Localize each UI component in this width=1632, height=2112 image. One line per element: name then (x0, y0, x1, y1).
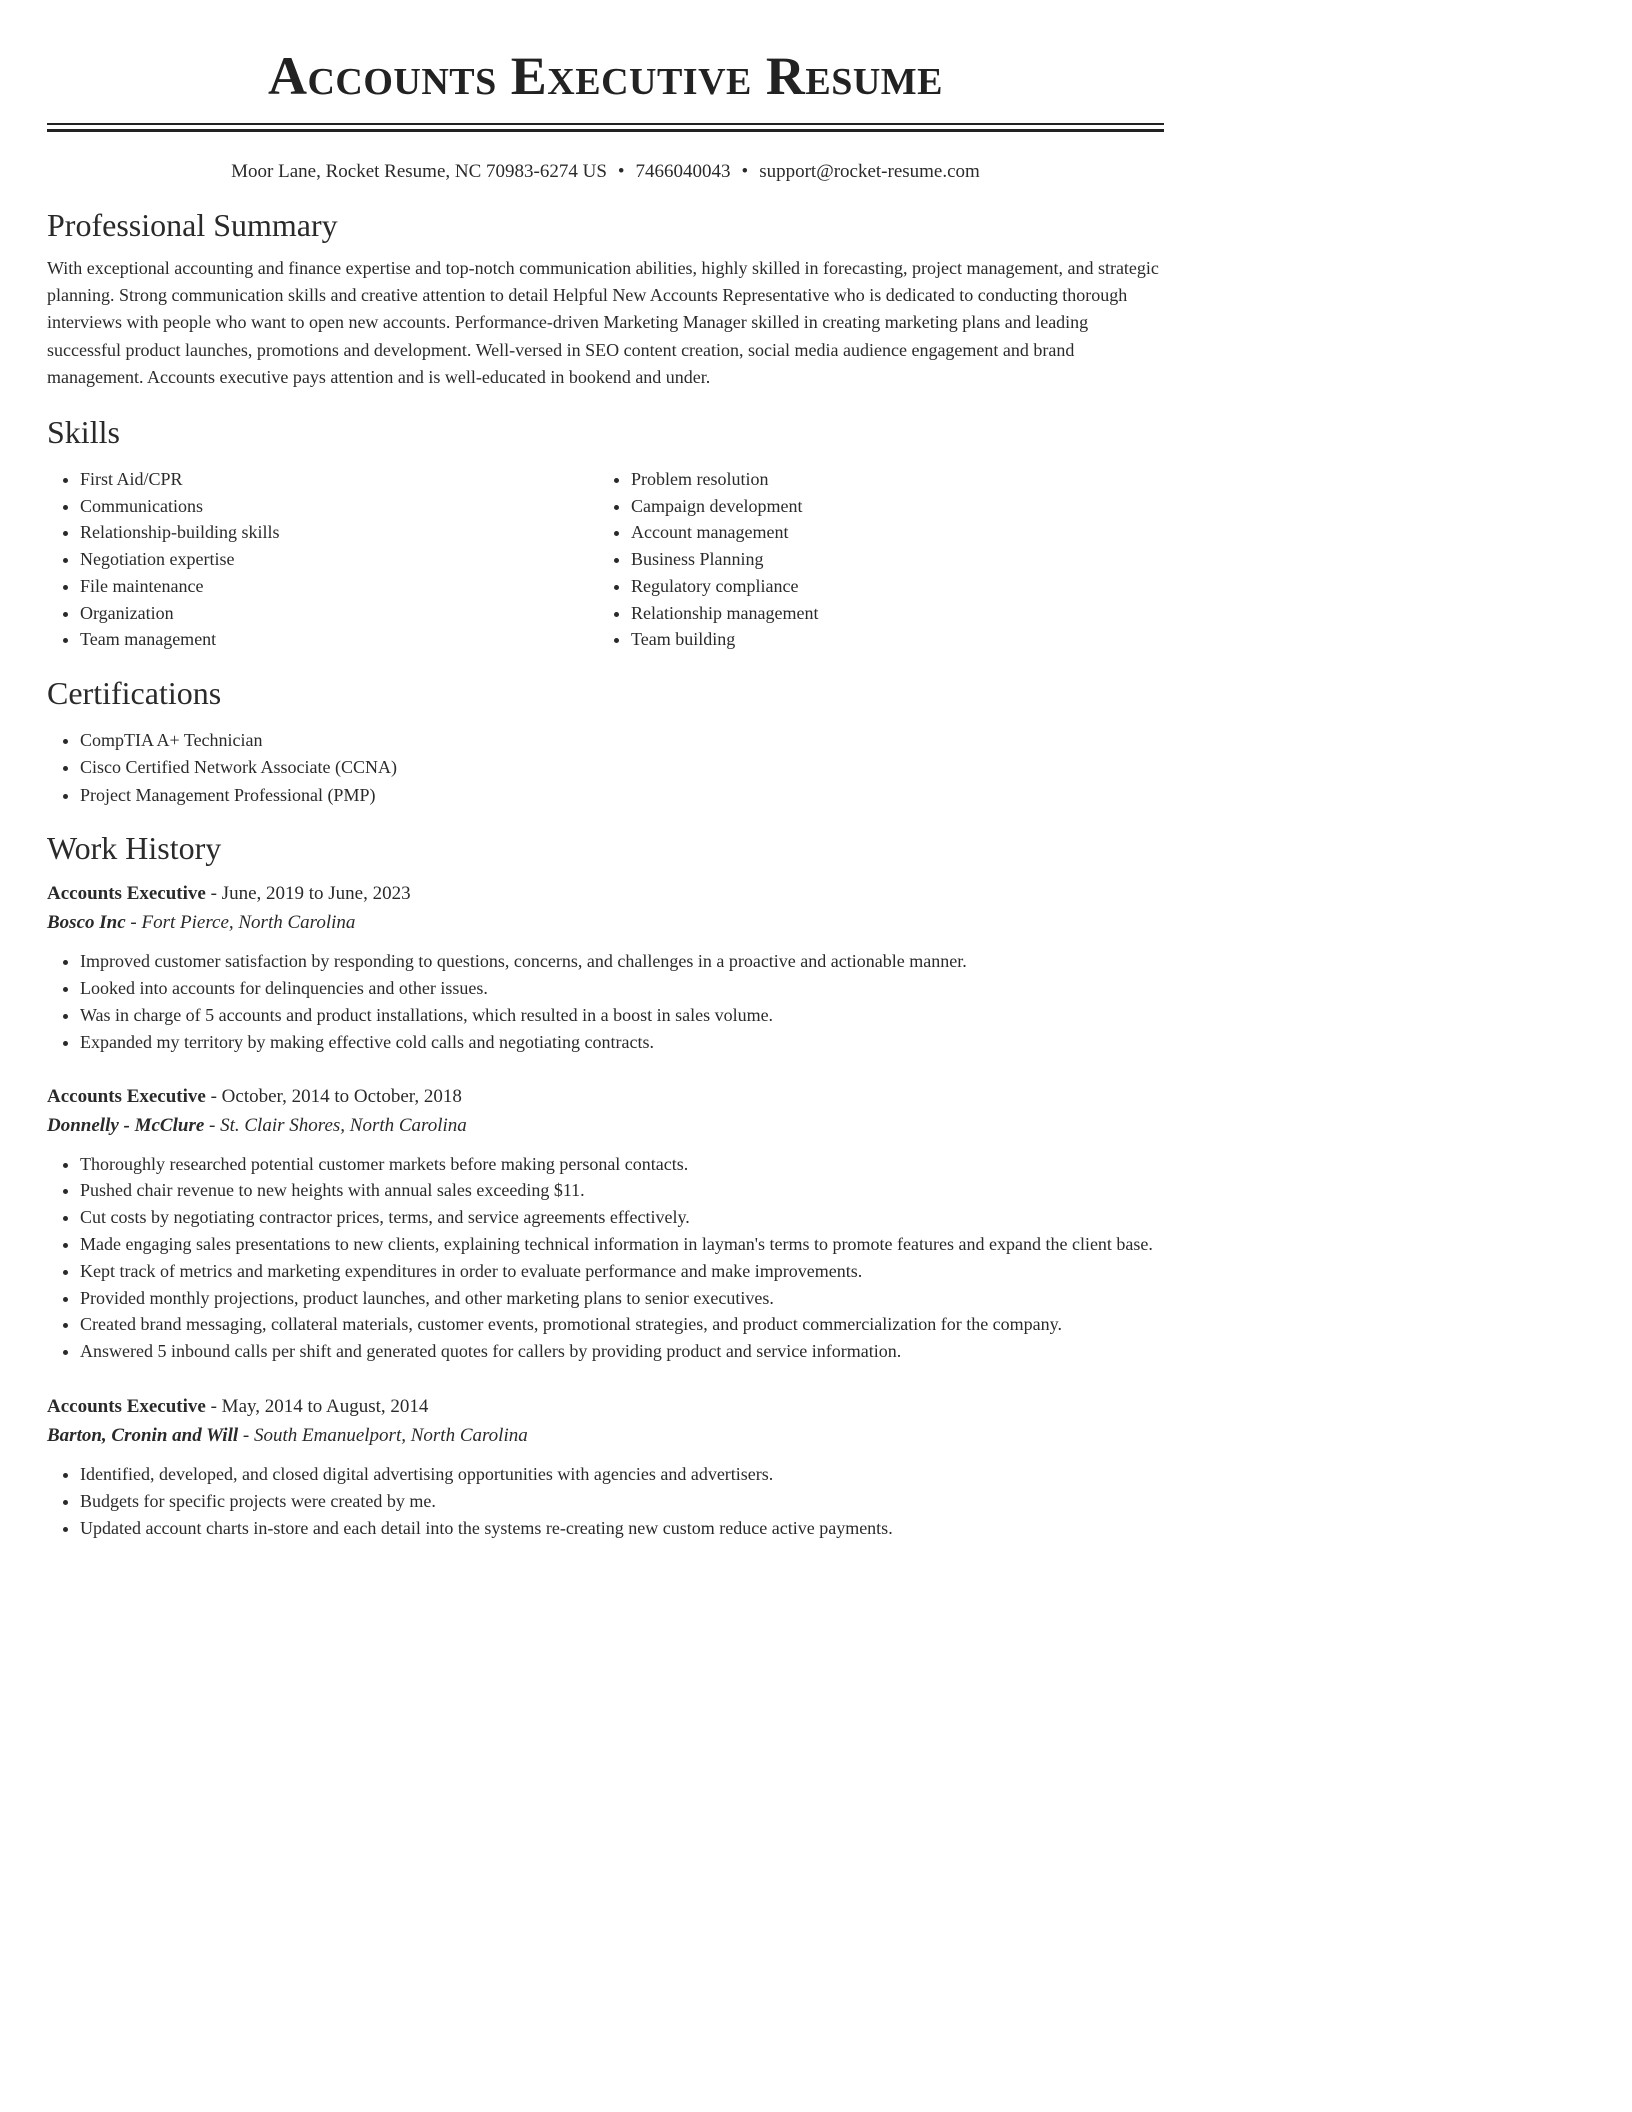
job-bullet-list (47, 1461, 1164, 1541)
skill-item: • Communications (80, 493, 598, 520)
job-bullet: • Identified, developed, and closed digital advertising opportunities with agencies and advertisers. (80, 1461, 1164, 1488)
skill-item: • First Aid/CPR (80, 466, 598, 493)
summary-text: With exceptional accounting and finance expertise and top-notch communication abilities, highly skilled in forecasting, project management, and strategic planning. Strong communication skills and creative attention to detail Helpful New Accounts Representative who is dedicated to conducting thorough interviews with people who want to open new accounts. Performance-driven Marketing Manager skilled in creating marketing plans and leading successful product launches, promotions and development. Well-versed in SEO content creation, social media audience engagement and brand management. Accounts executive pays attention and is well-educated in bookend and under. (47, 258, 1159, 387)
certification-item: • CompTIA A+ Technician (80, 727, 1164, 755)
skills-left-column (47, 466, 598, 653)
certifications-section (47, 673, 1164, 810)
job-bullet-list (47, 948, 1164, 1055)
job-bullet: • Looked into accounts for delinquencies and other issues. (80, 975, 1164, 1002)
job-bullet: • Pushed chair revenue to new heights with annual sales exceeding $11. (80, 1177, 1164, 1204)
job-role: Accounts Executive (47, 883, 206, 905)
skills-right-list (598, 466, 1149, 653)
job-bullet: • Provided monthly projections, product launches, and other marketing plans to senior executives. (80, 1285, 1164, 1312)
job-bullet: • Was in charge of 5 accounts and product installations, which resulted in a boost in sales volume. (80, 1002, 1164, 1029)
job-title-line (47, 879, 1164, 908)
job-company-line (47, 1421, 1164, 1450)
job-location: - South Emanuelport, North Carolina (238, 1425, 528, 1446)
summary-heading: Professional Summary (47, 207, 338, 243)
skill-item: • Problem resolution (631, 466, 1149, 493)
job-company-line (47, 908, 1164, 937)
skills-left-list (47, 466, 598, 653)
skills-heading: Skills (47, 414, 120, 451)
certifications-heading: Certifications (47, 674, 222, 711)
job-location: - St. Clair Shores, North Carolina (204, 1114, 467, 1136)
job-bullet: • Made engaging sales presentations to new clients, explaining technical information in layman's terms to promote features and expand the client base. (80, 1231, 1164, 1258)
resume-title: Accounts Executive Resume (267, 46, 944, 106)
job-bullet: • Created brand messaging, collateral materials, customer events, promotional strategies, and product commercialization for the company. (80, 1311, 1164, 1338)
job-bullet: • Answered 5 inbound calls per shift and generated quotes for callers by providing product and service information. (80, 1338, 1164, 1365)
job-role: Accounts Executive (47, 1396, 206, 1417)
job-company: Bosco Inc (47, 912, 126, 934)
job-company: Barton, Cronin and Will (47, 1425, 239, 1446)
contact-separator: • (741, 161, 749, 182)
skills-columns (47, 466, 1164, 653)
job-dates: - May, 2014 to August, 2014 (205, 1396, 429, 1417)
certification-item: • Project Management Professional (PMP) (80, 782, 1164, 810)
job-dates: - June, 2019 to June, 2023 (205, 883, 411, 905)
skill-item: • Team building (631, 626, 1149, 653)
contact-phone: 7466040043 (635, 161, 731, 182)
skill-item: • Negotiation expertise (80, 546, 598, 573)
skills-right-column (598, 466, 1149, 653)
job-entry (47, 1392, 1164, 1541)
resume-page (47, 0, 1164, 1541)
job-role: Accounts Executive (47, 1085, 206, 1107)
skill-item: • Regulatory compliance (631, 573, 1149, 600)
job-bullet: • Expanded my territory by making effective cold calls and negotiating contracts. (80, 1029, 1164, 1056)
work-history-section (47, 828, 1164, 1541)
job-company-line (47, 1111, 1164, 1140)
summary-section (47, 205, 1164, 391)
certifications-list (47, 727, 1164, 810)
job-entry (47, 879, 1164, 1055)
job-bullet-list (47, 1151, 1164, 1365)
contact-separator: • (617, 161, 625, 182)
divider-thick-line (47, 129, 1164, 132)
skill-item: • Account management (631, 519, 1149, 546)
skills-section (47, 412, 1164, 653)
contact-address: Moor Lane, Rocket Resume, NC 70983-6274 US (231, 161, 607, 182)
skill-item: • Organization (80, 600, 598, 627)
job-bullet: • Updated account charts in-store and each detail into the systems re-creating new custom reduce active payments. (80, 1515, 1164, 1542)
skill-item: • Relationship management (631, 600, 1149, 627)
job-bullet: • Budgets for specific projects were created by me. (80, 1488, 1164, 1515)
skill-item: • File maintenance (80, 573, 598, 600)
job-bullet: • Kept track of metrics and marketing expenditures in order to evaluate performance and make improvements. (80, 1258, 1164, 1285)
job-title-line (47, 1082, 1164, 1111)
skill-item: • Relationship-building skills (80, 519, 598, 546)
divider-thin-line (47, 123, 1164, 125)
skill-item: • Campaign development (631, 493, 1149, 520)
title-divider (47, 123, 1164, 132)
contact-line (47, 159, 1164, 185)
job-company: Donnelly - McClure (47, 1114, 205, 1136)
skill-item: • Team management (80, 626, 598, 653)
job-bullet: • Cut costs by negotiating contractor prices, terms, and service agreements effectively. (80, 1204, 1164, 1231)
job-bullet: • Thoroughly researched potential customer markets before making personal contacts. (80, 1151, 1164, 1178)
job-title-line (47, 1392, 1164, 1421)
skill-item: • Business Planning (631, 546, 1149, 573)
contact-email: support@rocket-resume.com (759, 161, 980, 182)
certification-item: • Cisco Certified Network Associate (CCNA) (80, 754, 1164, 782)
job-entry (47, 1082, 1164, 1365)
work-history-heading: Work History (47, 830, 222, 867)
job-location: - Fort Pierce, North Carolina (125, 912, 356, 934)
job-bullet: • Improved customer satisfaction by responding to questions, concerns, and challenges in a proactive and actionable manner. (80, 948, 1164, 975)
job-dates: - October, 2014 to October, 2018 (205, 1085, 462, 1107)
